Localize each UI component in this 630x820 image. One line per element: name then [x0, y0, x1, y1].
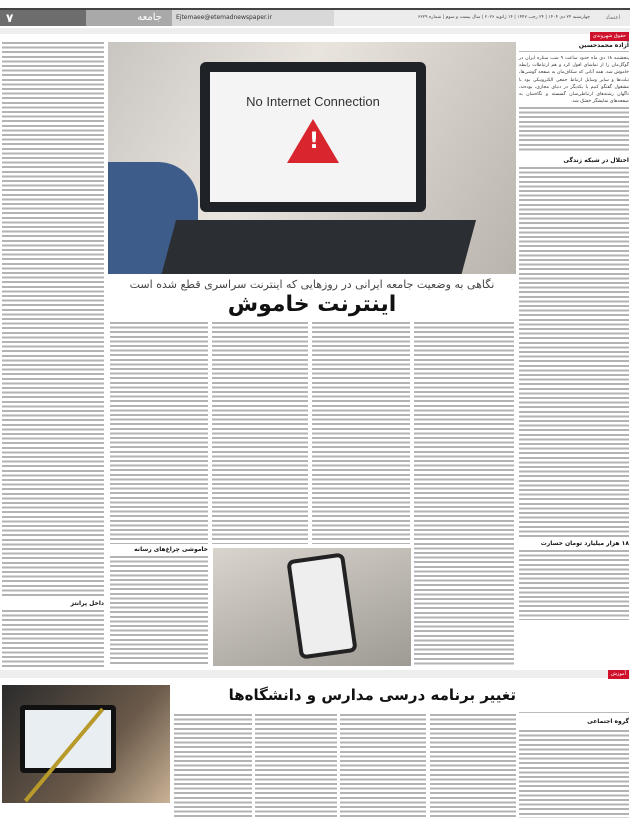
text-block	[255, 714, 337, 817]
page-number: ۷	[0, 10, 86, 26]
left-column	[2, 42, 104, 670]
subhead: خاموشی چراغ‌های رسانه	[134, 546, 208, 553]
author-name: آزاده محمدحسین	[519, 42, 629, 52]
text-block	[519, 107, 629, 153]
section-name: جامعه	[86, 10, 172, 26]
text-block	[174, 714, 252, 817]
subhead: داخل پرانتز	[70, 600, 104, 607]
tablet-photo	[2, 685, 170, 803]
text-block	[110, 556, 208, 666]
warning-icon: !	[287, 119, 339, 163]
text-block	[340, 714, 426, 817]
lead-paragraph: پنجشنبه ۱۸ دی ماه حدود ساعت ۹ شب ستاره ایران در گوگل‌مان را از تماشای افول کرد و هم ارتباطات رابطه خاموش شد. همه آنانی که شکاف‌مان به صفحه گوشی‌ها، تبلت‌ها و سایر وسایل ارتباط جمعی الکترونیکی بود با مشغول گفتگو کنیم یا یکدیگر در دنیای مجازی، بوده‌ند، ناگهان رشته‌های ارتباطی‌شان گسسته و نگاه‌شان به صفحه‌های نمایشگر خشک شد.	[519, 56, 629, 105]
phone-photo	[213, 548, 411, 666]
text-block	[110, 322, 208, 544]
text-block	[519, 550, 629, 620]
education-tag: آموزش	[608, 670, 629, 679]
text-block	[519, 730, 629, 818]
newspaper-logo: اعتماد	[596, 10, 630, 26]
laptop-screen	[200, 62, 426, 212]
photo-caption-text: No Internet Connection	[246, 94, 380, 109]
phone	[286, 552, 357, 659]
header-strip	[0, 28, 630, 34]
keyboard	[160, 220, 476, 274]
no-internet-photo	[108, 42, 516, 274]
text-block	[430, 714, 516, 817]
byline: گروه اجتماعی	[587, 718, 629, 725]
byline-rule	[519, 712, 629, 713]
text-block	[519, 167, 629, 537]
headline: اینترنت خاموش	[227, 292, 397, 317]
right-column	[519, 42, 629, 620]
text-block	[212, 322, 308, 544]
subhead: ۱۸ هزار میلیارد تومان خسارت	[540, 540, 629, 548]
section-email[interactable]: Ejtemaee@etemadnewspaper.ir	[172, 10, 334, 26]
date-line: چهارشنبه ۲۴ دی ۱۴۰۴ | ۲۴ رجب ۱۴۴۷ | ۱۴ ژانویه ۲۰۲۶ | سال بیست و سوم | شماره ۶۲۲۹	[334, 10, 596, 26]
kicker: نگاهی به وضعیت جامعه ایرانی در روزهایی که اینترنت سراسری قطع شده است	[129, 278, 495, 291]
text-block	[2, 610, 104, 670]
education-headline: تغییر برنامه درسی مدارس و دانشگاه‌ها	[174, 684, 516, 708]
section-tag: حقوق شهروندی	[590, 32, 629, 41]
text-block	[312, 322, 410, 544]
section-strip	[0, 670, 630, 678]
text-block	[2, 42, 104, 597]
text-block	[414, 322, 514, 666]
subhead: اختلال در شبکه زندگی	[563, 157, 629, 165]
